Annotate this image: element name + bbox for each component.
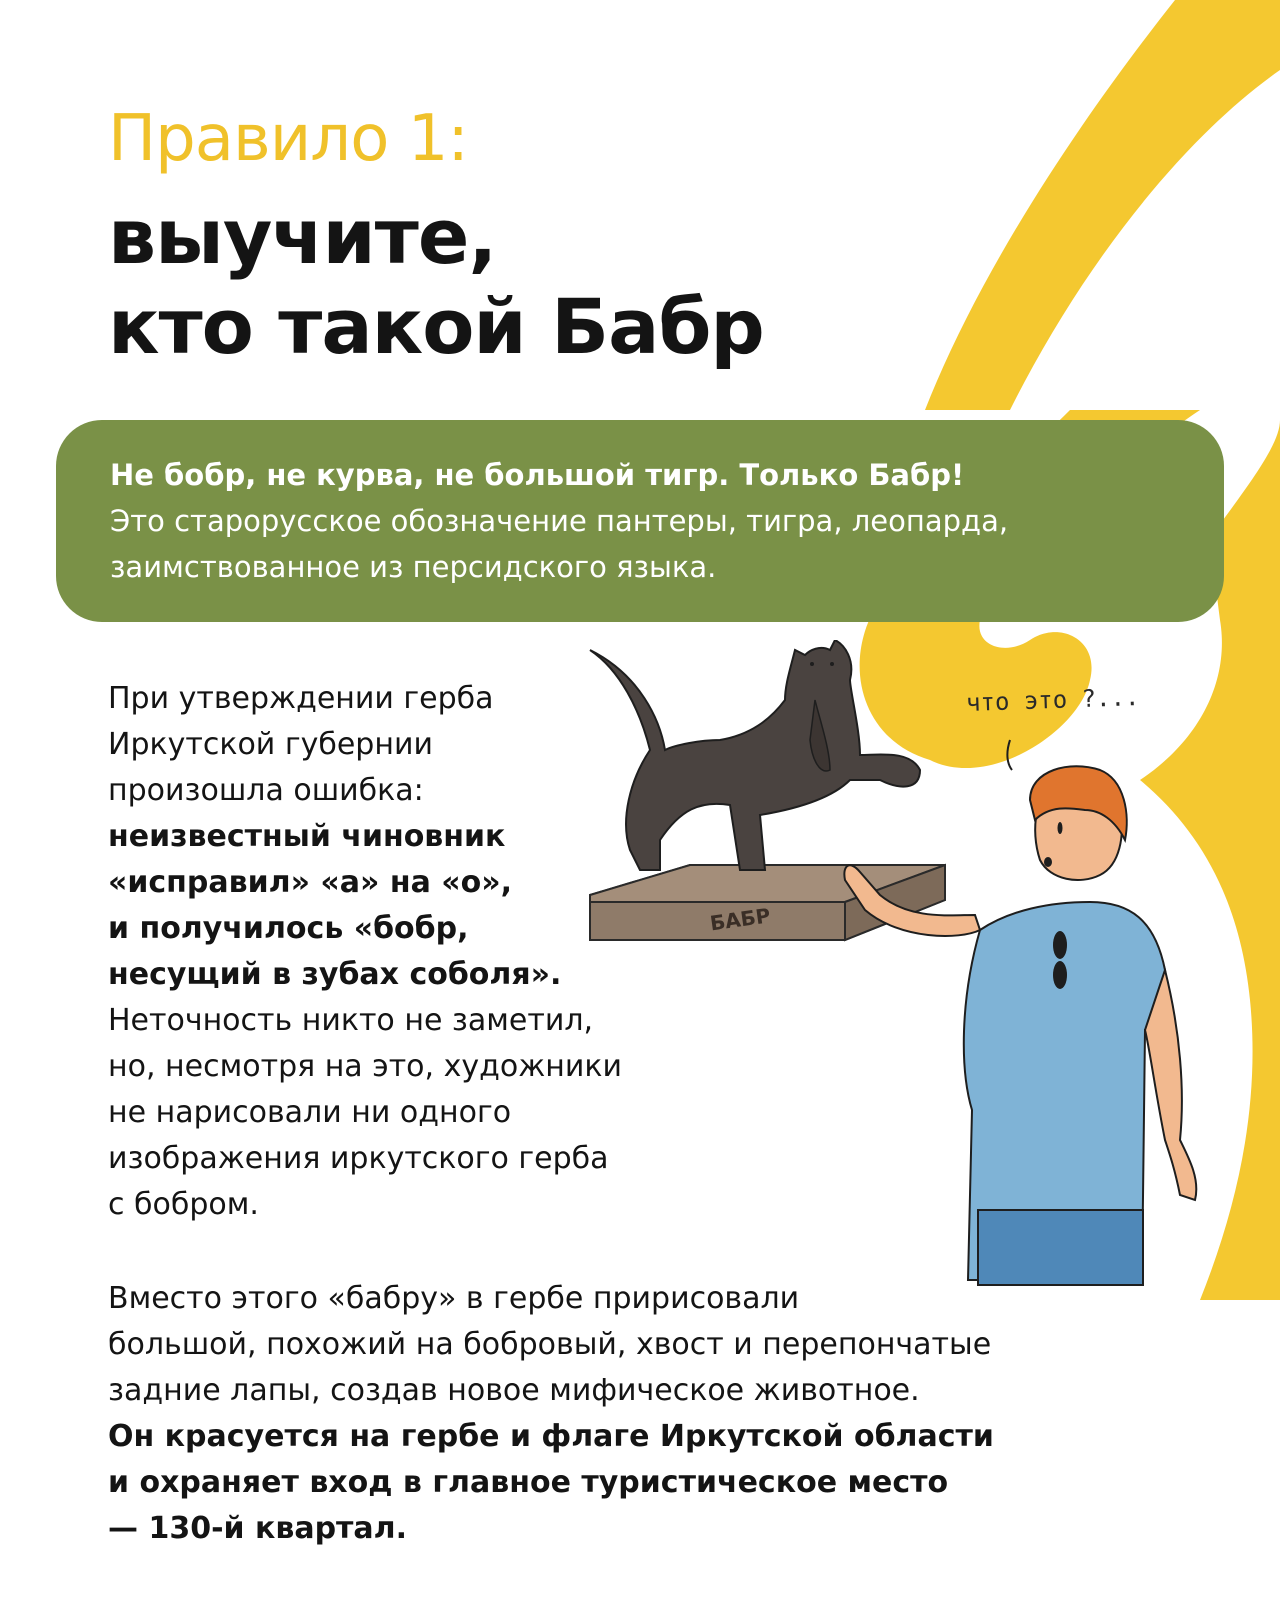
paragraph-1 <box>108 676 708 1228</box>
bold-text-line: и охраняет вход в главное туристическое место <box>108 1465 949 1500</box>
text-line: изображения иркутского герба <box>108 1141 609 1176</box>
bold-text-line: Он красуется на гербе и флаге Иркутской области <box>108 1419 994 1454</box>
text-line: с бобром. <box>108 1187 259 1222</box>
paragraph-2 <box>108 1276 1228 1552</box>
title-line: кто такой Бабр <box>108 282 764 371</box>
text-line: большой, похожий на бобровый, хвост и перепончатые <box>108 1327 992 1362</box>
bold-text-line: и получилось «бобр, <box>108 911 469 946</box>
text-line: При утверждении герба <box>108 681 494 716</box>
bold-text-line: неизвестный чиновник <box>108 819 506 854</box>
text-line: задние лапы, создав новое мифическое животное. <box>108 1373 920 1408</box>
rule-number: Правило 1: <box>108 102 468 176</box>
pedestal-label: БАБР <box>708 903 772 936</box>
bold-text-line: несущий в зубах соболя». <box>108 957 562 992</box>
callout-lead: Не бобр, не курва, не большой тигр. Только Бабр! <box>110 458 965 492</box>
title-line: выучите, <box>108 192 497 281</box>
text-line: Вместо этого «бабру» в гербе пририсовали <box>108 1281 800 1316</box>
callout-text: Это старорусское обозначение пантеры, тигра, леопарда, <box>110 504 1009 538</box>
person-figure <box>844 740 1196 1285</box>
page-title <box>108 192 908 372</box>
bold-text-line: «исправил» «а» на «о», <box>108 865 513 900</box>
callout-box <box>56 420 1224 622</box>
text-line: Неточность никто не заметил, <box>108 1003 594 1038</box>
speech-bubble-text: что это ?... <box>965 682 1140 718</box>
bold-text-line: — 130-й квартал. <box>108 1511 408 1546</box>
callout-text: заимствованное из персидского языка. <box>110 550 717 584</box>
text-line: Иркутской губернии <box>108 727 433 762</box>
text-line: но, несмотря на это, художники <box>108 1049 622 1084</box>
text-line: не нарисовали ни одного <box>108 1095 512 1130</box>
text-line: произошла ошибка: <box>108 773 424 808</box>
